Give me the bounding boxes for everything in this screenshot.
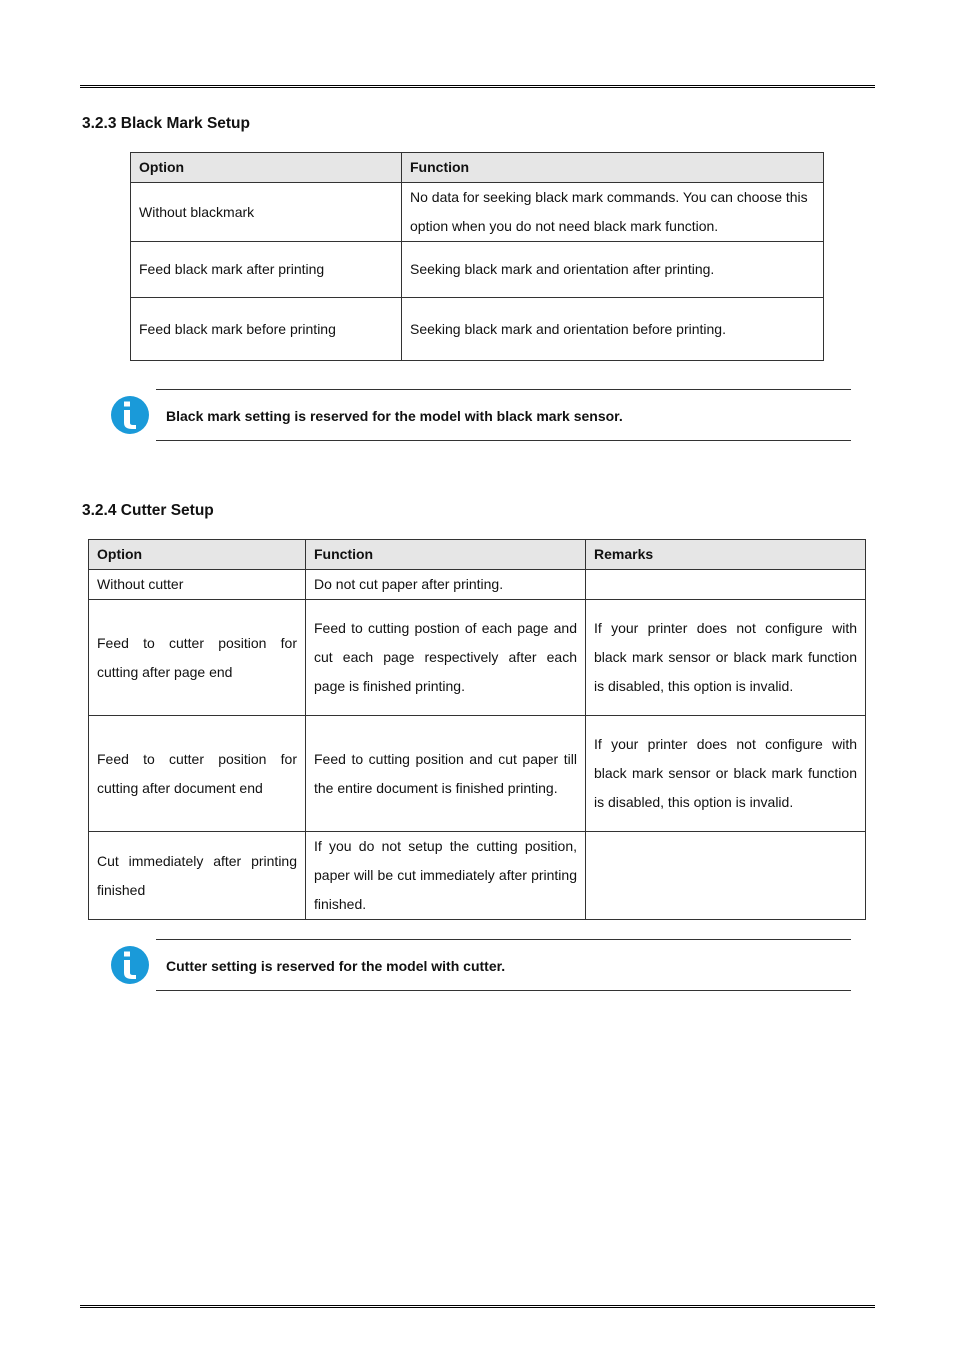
- note-text: Cutter setting is reserved for the model with cutter.: [166, 958, 506, 974]
- function-cell: Feed to cutting postion of each page and cut each page respectively after each page is finished printing.: [306, 600, 586, 716]
- table-row: [131, 242, 824, 298]
- function-cell: Do not cut paper after printing.: [306, 570, 586, 600]
- note-black-mark: [108, 389, 851, 441]
- column-header: Function: [306, 540, 586, 570]
- option-cell: Without cutter: [89, 570, 306, 600]
- option-cell: Without blackmark: [131, 183, 402, 242]
- option-cell: Feed black mark after printing: [131, 242, 402, 298]
- function-cell: No data for seeking black mark commands. You can choose this option when you do not need black mark function.: [402, 183, 824, 242]
- column-header: Function: [402, 153, 824, 183]
- table-row: [89, 600, 866, 716]
- black-mark-table: [130, 152, 824, 361]
- note-cutter: [108, 939, 851, 991]
- table-row: [89, 832, 866, 920]
- table-header-row: [89, 540, 866, 570]
- section-heading-black-mark: 3.2.3 Black Mark Setup: [82, 115, 250, 132]
- remarks-cell: If your printer does not configure with black mark sensor or black mark function is disabled, this option is invalid.: [586, 600, 866, 716]
- table-row: [131, 298, 824, 361]
- header-rule: [80, 85, 875, 88]
- note-text: Black mark setting is reserved for the model with black mark sensor.: [166, 408, 623, 424]
- table-row: [89, 570, 866, 600]
- info-icon: [110, 945, 150, 985]
- cutter-table: [88, 539, 866, 920]
- function-cell: Seeking black mark and orientation after printing.: [402, 242, 824, 298]
- function-cell: Seeking black mark and orientation before printing.: [402, 298, 824, 361]
- option-cell: Cut immediately after printing finished: [89, 832, 306, 920]
- column-header: Option: [131, 153, 402, 183]
- column-header: Option: [89, 540, 306, 570]
- option-cell: Feed to cutter position for cutting after document end: [89, 716, 306, 832]
- option-cell: Feed to cutter position for cutting after page end: [89, 600, 306, 716]
- remarks-cell: [586, 832, 866, 920]
- function-cell: Feed to cutting position and cut paper till the entire document is finished printing.: [306, 716, 586, 832]
- column-header: Remarks: [586, 540, 866, 570]
- table-row: [131, 183, 824, 242]
- info-icon: [110, 395, 150, 435]
- function-cell: If you do not setup the cutting position, paper will be cut immediately after printing finished.: [306, 832, 586, 920]
- table-header-row: [131, 153, 824, 183]
- option-cell: Feed black mark before printing: [131, 298, 402, 361]
- footer-rule: [80, 1305, 875, 1308]
- table-row: [89, 716, 866, 832]
- section-heading-cutter: 3.2.4 Cutter Setup: [82, 502, 214, 519]
- remarks-cell: If your printer does not configure with black mark sensor or black mark function is disabled, this option is invalid.: [586, 716, 866, 832]
- remarks-cell: [586, 570, 866, 600]
